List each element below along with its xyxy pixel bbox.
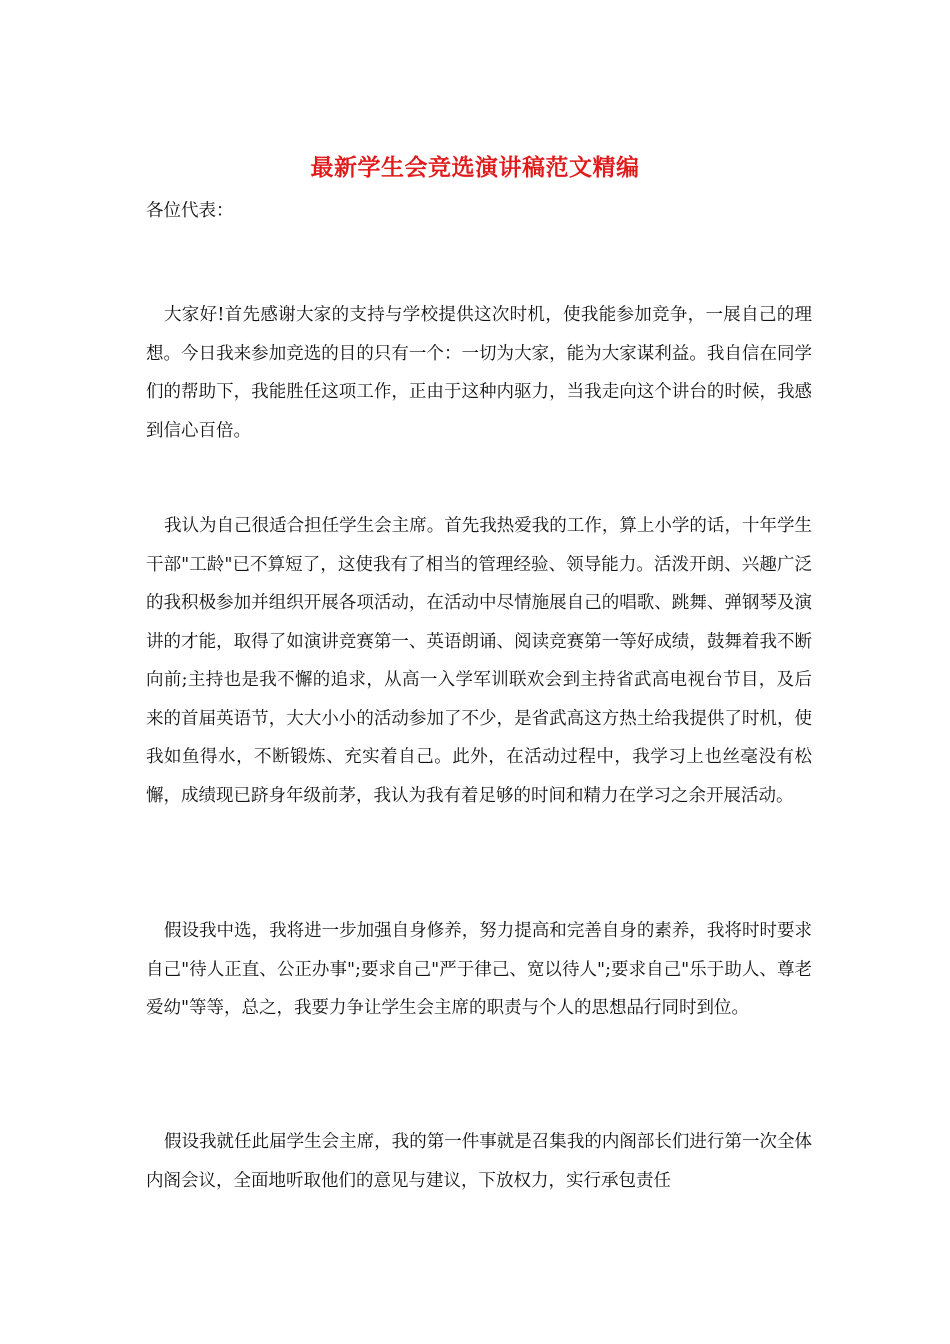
paragraph-1: 大家好!首先感谢大家的支持与学校提供这次时机，使我能参加竞争，一展自己的理想。今日我来参加竞选的目的只有一个：一切为大家，能为大家谋利益。我自信在同学们的帮助下，我能胜任这项工作，正由于这种内驱力，当我走向这个讲台的时候，我感到信心百倍。	[146, 305, 812, 441]
paragraph-3: 假设我中选，我将进一步加强自身修养，努力提高和完善自身的素养，我将时时要求自己"待人正直、公正办事";要求自己"严于律己、宽以待人";要求自己"乐于助人、尊老爱幼"等等，总之，我要力争让学生会主席的职责与个人的思想品行同时到位。	[146, 921, 812, 1018]
document-title: 最新学生会竞选演讲稿范文精编	[310, 154, 640, 181]
paragraph-4: 假设我就任此届学生会主席，我的第一件事就是召集我的内阁部长们进行第一次全体内阁会议，全面地听取他们的意见与建议，下放权力，实行承包责任	[146, 1132, 812, 1191]
salutation: 各位代表：	[146, 201, 234, 221]
paragraph-2: 我认为自己很适合担任学生会主席。首先我热爱我的工作，算上小学的话，十年学生干部"工龄"已不算短了，这使我有了相当的管理经验、领导能力。活泼开朗、兴趣广泛的我积极参加并组织开展各项活动，在活动中尽情施展自己的唱歌、跳舞、弹钢琴及演讲的才能，取得了如演讲竞赛第一、英语朗诵、阅读竞赛第一等好成绩，鼓舞着我不断向前;主持也是我不懈的追求，从高一入学军训联欢会到主持省武高电视台节目，及后来的首届英语节，大大小小的活动参加了不少，是省武高这方热土给我提供了时机，使我如鱼得水，不断锻炼、充实着自己。此外，在活动过程中，我学习上也丝毫没有松懈，成绩现已跻身年级前茅，我认为我有着足够的时间和精力在学习之余开展活动。	[146, 516, 812, 806]
